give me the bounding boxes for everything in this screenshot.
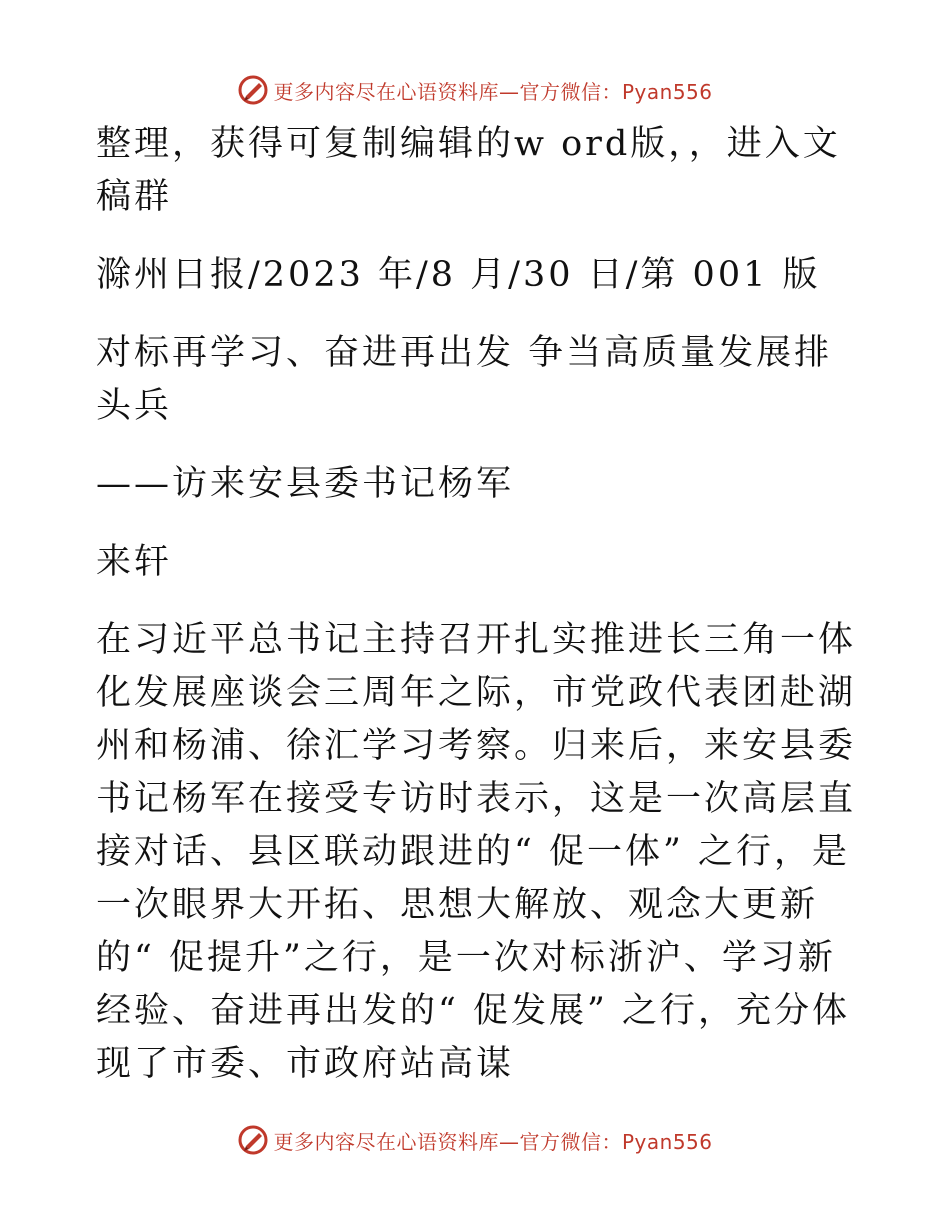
watermark-separator: — [498,1129,520,1154]
watermark-main: 更多内容尽在心语资料库 [273,1129,499,1154]
watermark-account: Pyan556 [621,79,713,104]
footer-watermark [0,1120,950,1160]
author: 来轩 [96,542,173,582]
watermark-text [273,1126,712,1155]
watermark-official: 官方微信： [519,79,622,104]
watermark-main: 更多内容尽在心语资料库 [273,79,499,104]
watermark-separator: — [498,79,520,104]
source-line: 滁州日报/2023 年/8 月/30 日/第 001 版 [96,255,821,295]
pen-logo-icon [237,1124,269,1156]
document-body [96,118,856,1091]
article-subtitle: ——访来安县委书记杨军 [96,464,515,504]
watermark-text [273,76,712,105]
pen-logo-icon [237,74,269,106]
watermark-account: Pyan556 [621,1129,713,1154]
intro-note: 整理，获得可复制编辑的w ord版，，进入文稿群 [96,124,841,217]
watermark-official: 官方微信： [519,1129,622,1154]
body-paragraph: 在习近平总书记主持召开扎实推进长三角一体化发展座谈会三周年之际，市党政代表团赴湖州和杨浦、徐汇学习考察。归来后，来安县委书记杨军在接受专访时表示，这是一次高层直接对话、县区联动跟进的“ 促一体” 之行，是一次眼界大开拓、思想大解放、观念大更新的“ 促提升”之行，是一次对标浙沪、学习新经验、奋进再出发的“ 促发展” 之行，充分体现了市委、市政府站高谋 [96,620,857,1084]
header-watermark [0,70,950,110]
article-title: 对标再学习、奋进再出发 争当高质量发展排头兵 [96,333,833,426]
